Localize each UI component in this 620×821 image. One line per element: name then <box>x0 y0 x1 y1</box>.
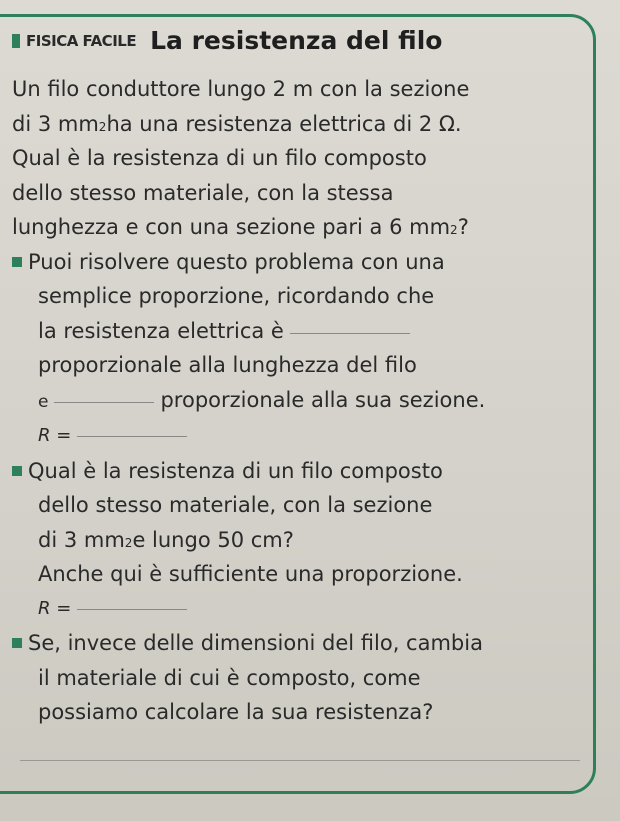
answer-blank[interactable] <box>77 435 187 437</box>
exercise-text <box>12 72 612 730</box>
square-bullet-icon <box>12 466 22 476</box>
question-line: proporzionale alla lunghezza del filo <box>38 353 417 377</box>
question-line: possiamo calcolare la sua resistenza? <box>38 700 434 724</box>
question-line: Qual è la resistenza di un filo composto <box>12 454 612 489</box>
question-line: semplice proporzione, ricordando che <box>38 284 435 308</box>
question-line: Anche qui è sufficiente una proporzione. <box>38 562 463 586</box>
square-bullet-icon <box>12 34 20 48</box>
problem-line: lunghezza e con una sezione pari a 6 mm 2 ? <box>12 215 469 239</box>
question-line: di 3 mm 2 e lungo 50 cm? <box>38 527 294 552</box>
problem-line: di 3 mm 2 ha una resistenza elettrica di 2 Ω. <box>12 111 462 136</box>
fill-blank[interactable] <box>54 401 154 403</box>
question-line: e proporzionale alla sua sezione. <box>38 387 486 412</box>
exercise-title: La resistenza del filo <box>150 26 443 55</box>
problem-line: Qual è la resistenza di un filo composto <box>12 146 427 170</box>
square-bullet-icon <box>12 638 22 648</box>
problem-line: dello stesso materiale, con la stessa <box>12 180 394 205</box>
formula-line: R = <box>12 592 612 627</box>
answer-line[interactable] <box>20 760 580 761</box>
square-bullet-icon <box>12 257 22 267</box>
question-line: il materiale di cui è composto, come <box>38 665 421 690</box>
answer-blank[interactable] <box>77 608 187 610</box>
fill-blank[interactable] <box>290 332 410 334</box>
question-line: Se, invece delle dimensioni del filo, cambia <box>12 626 612 661</box>
question-line: la resistenza elettrica è <box>12 314 612 349</box>
exercise-header <box>12 26 442 55</box>
problem-line: Un filo conduttore lungo 2 m con la sezione <box>12 77 470 101</box>
formula-line: R = <box>12 419 612 454</box>
section-kicker: FISICA FACILE <box>26 31 137 50</box>
question-line: Puoi risolvere questo problema con una <box>12 245 612 280</box>
question-line: dello stesso materiale, con la sezione <box>38 493 433 517</box>
